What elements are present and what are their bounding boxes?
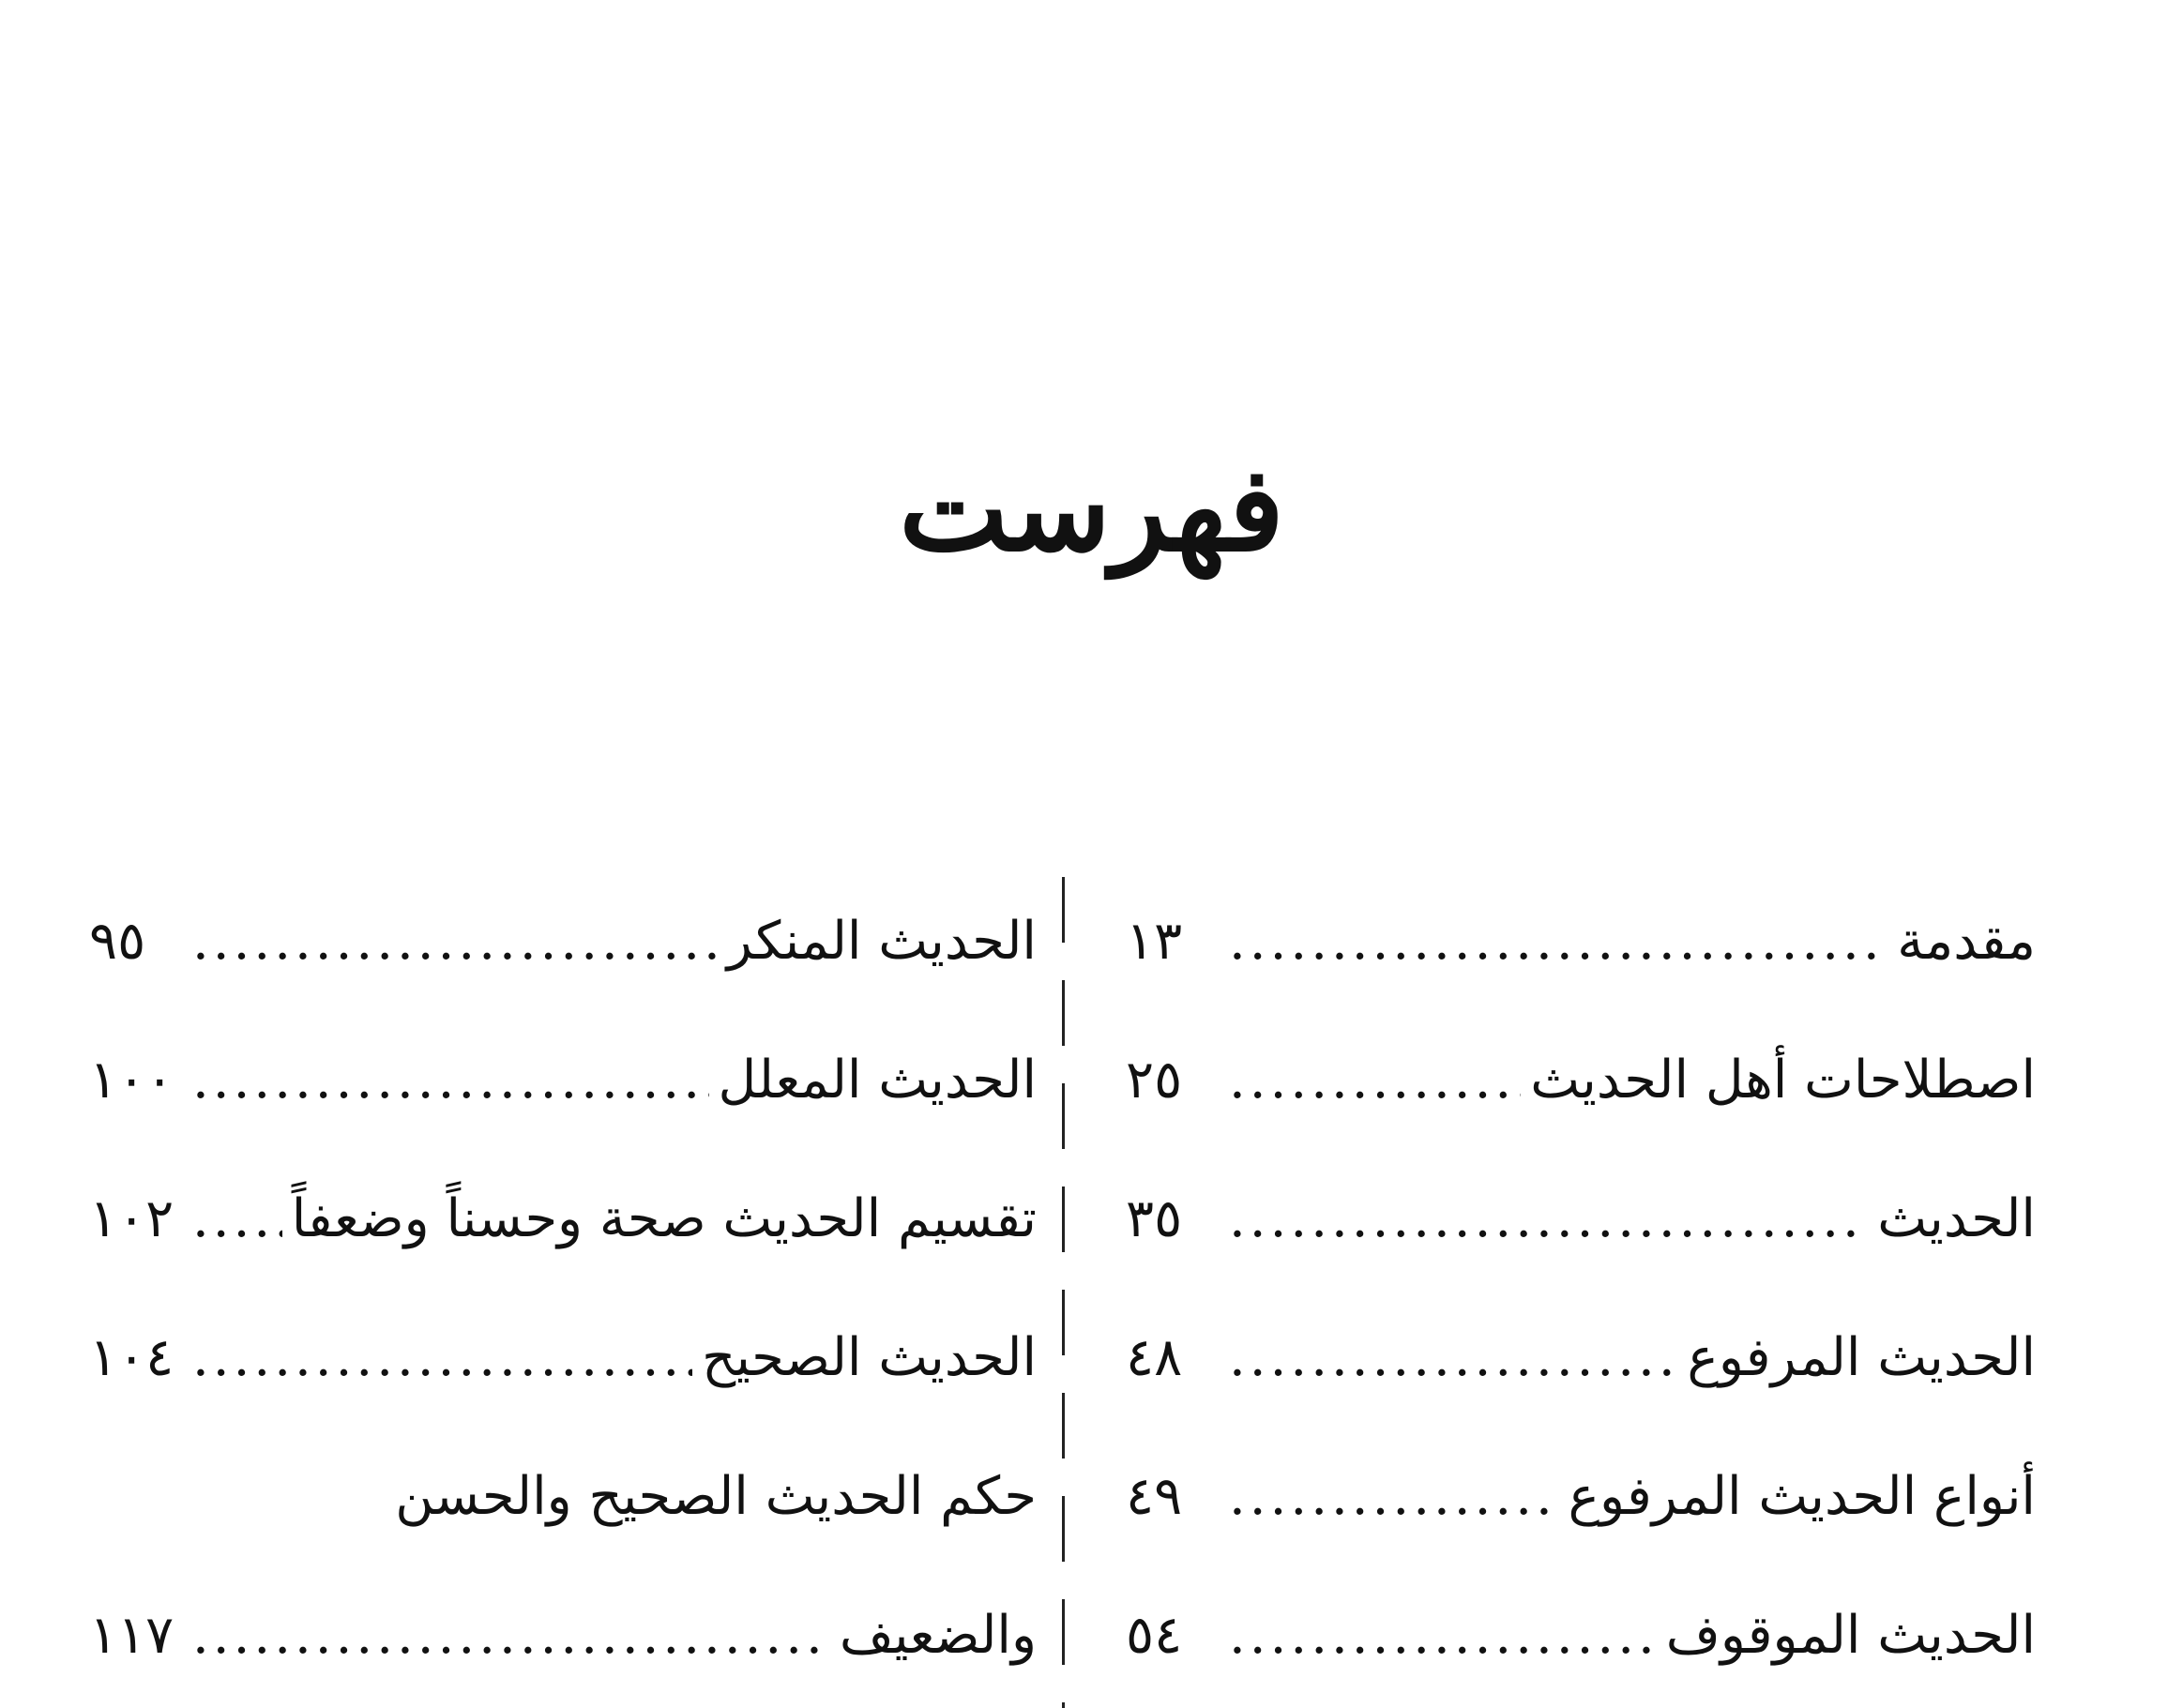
toc-entry-page: ٤٩ — [1126, 1466, 1183, 1527]
dot-leader — [1229, 1289, 1677, 1428]
toc-entry-title: والضعيف — [839, 1605, 1037, 1666]
toc-entry-page: ٥٤ — [1126, 1605, 1183, 1666]
toc-entry[interactable] — [89, 1150, 1037, 1289]
toc-entry-page: ١٣ — [1126, 911, 1183, 972]
toc-entry[interactable] — [1126, 1566, 2036, 1705]
toc-entry-page: ٢٥ — [1126, 1050, 1183, 1111]
dot-leader — [192, 1150, 282, 1289]
toc-entry-title: الحديث الموقوف — [1665, 1605, 2036, 1666]
toc-entry[interactable] — [89, 1289, 1037, 1428]
toc-entry-page: ٩٥ — [89, 911, 146, 972]
toc-entry-title: الحديث الصحيح — [702, 1327, 1037, 1388]
toc-entry[interactable] — [1126, 1150, 2036, 1289]
toc-entry-page: ١٠٠ — [89, 1050, 174, 1111]
dot-leader — [192, 872, 718, 1011]
dot-leader — [192, 1566, 830, 1705]
toc-entry[interactable] — [1126, 1011, 2036, 1150]
toc-entry-title: تقسيم الحديث صحة وحسناً وضعفاً — [291, 1188, 1037, 1249]
toc-entry-page: ٤٨ — [1126, 1327, 1183, 1388]
toc-entry-title: حكم الحديث الصحيح والحسن — [395, 1466, 1037, 1527]
toc-entry-title: الحديث — [1877, 1188, 2036, 1249]
toc-entry[interactable] — [1126, 1428, 2036, 1566]
toc-entry-title: اصطلاحات أهل الحديث — [1530, 1050, 2036, 1111]
column-divider — [1062, 877, 1065, 1708]
toc-entry-page: ١١٧ — [89, 1605, 174, 1666]
toc-entry-title: مقدمة — [1897, 911, 2036, 972]
toc-entry-title: الحديث المنكر — [726, 911, 1037, 972]
toc-entry-page: ٣٥ — [1126, 1188, 1183, 1249]
toc-right-column — [1126, 872, 2036, 1705]
dot-leader — [1229, 1011, 1521, 1150]
toc-entry-page: ١٠٢ — [89, 1188, 174, 1249]
dot-leader — [1229, 1566, 1657, 1705]
dot-leader — [192, 1011, 709, 1150]
page-title: فهرست — [899, 442, 1284, 578]
toc-entry[interactable] — [89, 1011, 1037, 1150]
dot-leader — [1229, 1150, 1868, 1289]
toc-left-column — [89, 872, 1037, 1705]
toc-entry-title: أنواع الحديث المرفوع — [1568, 1466, 2036, 1527]
toc-entry[interactable] — [1126, 1289, 2036, 1428]
toc-entry[interactable] — [1126, 872, 2036, 1011]
toc-entry[interactable] — [89, 1566, 1037, 1705]
toc-entry-title: الحديث المرفوع — [1687, 1327, 2036, 1388]
toc-entry-title: الحديث المعلل — [718, 1050, 1037, 1111]
dot-leader — [192, 1289, 692, 1428]
toc-entry-page: ١٠٤ — [89, 1327, 174, 1388]
toc-entry[interactable] — [89, 872, 1037, 1011]
dot-leader — [1229, 1428, 1559, 1566]
dot-leader — [1229, 872, 1887, 1011]
toc-entry[interactable] — [89, 1428, 1037, 1566]
